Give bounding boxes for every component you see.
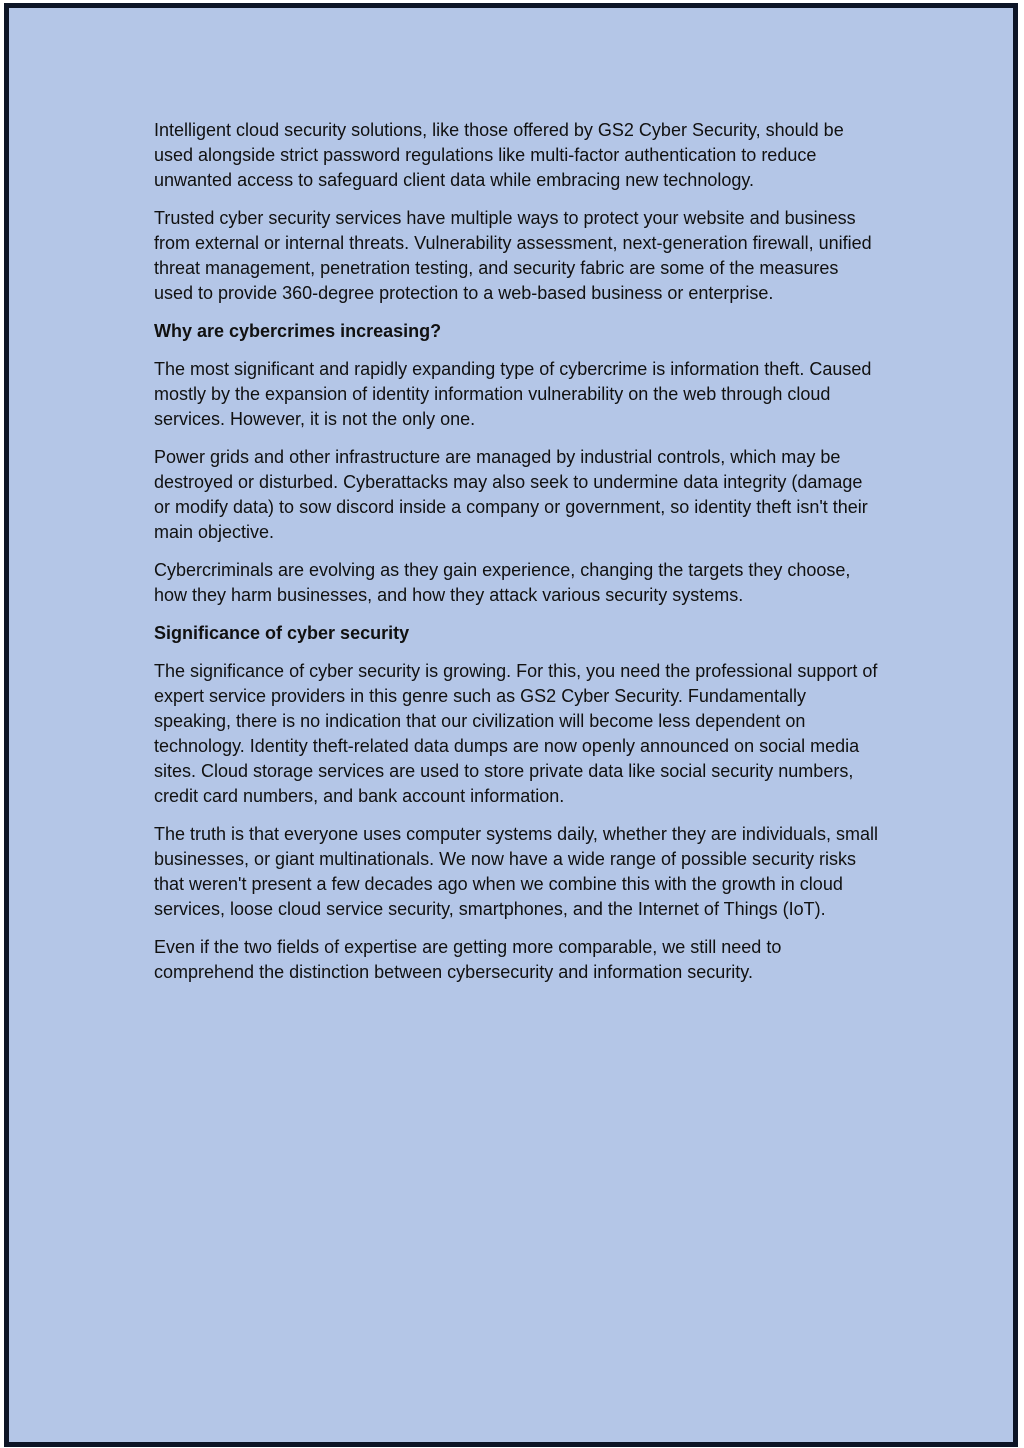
paragraph-trusted-services: Trusted cyber security services have multiple ways to protect your website and business from external or internal threats. Vulnerability assessment, next-generation firewall, unified threat management, penetration testing, and security fabric are some of the measures used to provide 360-degree protection to a web-based business or enterprise.	[154, 208, 872, 303]
heading-significance: Significance of cyber security	[154, 623, 410, 643]
heading-why-cybercrimes: Why are cybercrimes increasing?	[154, 321, 442, 341]
document-page	[4, 3, 1018, 1447]
paragraph-information-theft: The most significant and rapidly expanding type of cybercrime is information theft. Caused mostly by the expansion of identity information vulnerability on the web through cloud services. However, it is not the only one.	[154, 359, 872, 429]
paragraph-significance: The significance of cyber security is growing. For this, you need the professional support of expert service providers in this genre such as GS2 Cyber Security. Fundamentally speaking, there is no indication that our civilization will become less dependent on technology. Identity theft-related data dumps are now openly announced on social media sites. Cloud storage services are used to store private data like social security numbers, credit card numbers, and bank account information.	[154, 661, 878, 806]
paragraph-truth: The truth is that everyone uses computer systems daily, whether they are individuals, small businesses, or giant multinationals. We now have a wide range of possible security risks that weren't present a few decades ago when we combine this with the growth in cloud services, loose cloud service security, smartphones, and the Internet of Things (IoT).	[154, 824, 878, 919]
paragraph-power-grids: Power grids and other infrastructure are managed by industrial controls, which may be destroyed or disturbed. Cyberattacks may also seek to undermine data integrity (damage or modify data) to sow discord inside a company or government, so identity theft isn't their main objective.	[154, 447, 868, 542]
paragraph-cybercriminals: Cybercriminals are evolving as they gain experience, changing the targets they choose, how they harm businesses, and how they attack various security systems.	[154, 560, 851, 605]
paragraph-intro: Intelligent cloud security solutions, like those offered by GS2 Cyber Security, should be used alongside strict password regulations like multi-factor authentication to reduce unwanted access to safeguard client data while embracing new technology.	[154, 120, 844, 190]
document-body	[154, 118, 879, 998]
paragraph-conclusion: Even if the two fields of expertise are getting more comparable, we still need to comprehend the distinction between cybersecurity and information security.	[154, 937, 782, 982]
